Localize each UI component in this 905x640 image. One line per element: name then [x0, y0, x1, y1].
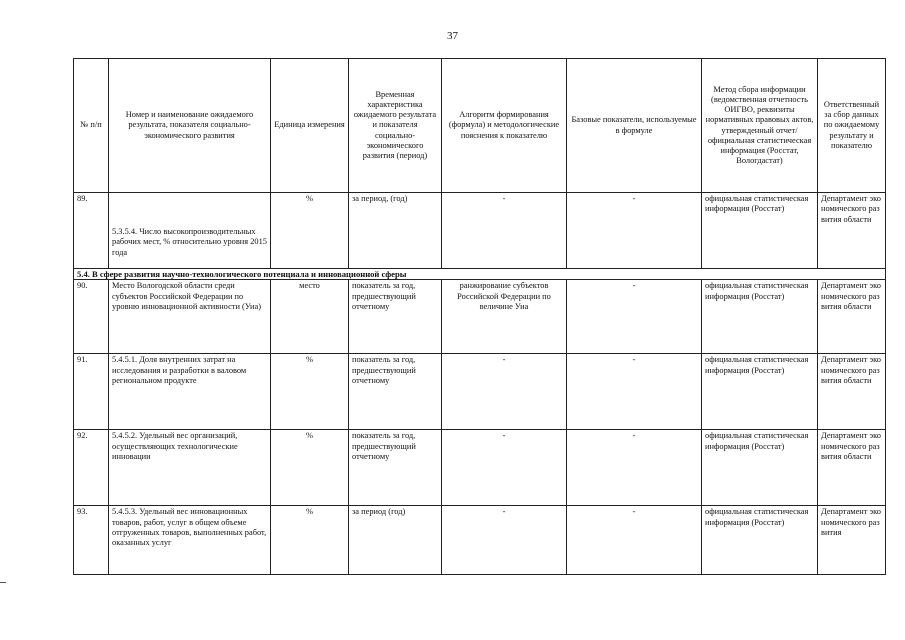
period: показатель за год, предшествующий отчетному: [349, 280, 442, 354]
responsible: Департамент экономического развития области: [818, 430, 886, 506]
period: показатель за год, предшествующий отчетному: [349, 430, 442, 506]
page-number: 37: [447, 30, 458, 42]
row-number: 90.: [74, 280, 109, 354]
algorithm: -: [442, 430, 567, 506]
responsible: Департамент экономического развития области: [818, 280, 886, 354]
table-row: [74, 506, 886, 575]
responsible: Департамент экономического развития области: [818, 354, 886, 430]
table-row: [74, 430, 886, 506]
header-responsible: Ответственный за сбор данных по ожидаемому результату и показателю: [818, 59, 886, 193]
header-base: Базовые показатели, используемые в формуле: [567, 59, 702, 193]
collection-method: официальная статистическая информация (Росстат): [702, 430, 818, 506]
unit: %: [271, 193, 349, 269]
responsible: Департамент экономического развития области: [818, 193, 886, 269]
header-name: Номер и наименование ожидаемого результата, показателя социально-экономического развития: [109, 59, 271, 193]
period: за период (год): [349, 506, 442, 575]
unit: место: [271, 280, 349, 354]
section-title: 5.4. В сфере развития научно-технологического потенциала и инновационной сферы: [74, 269, 886, 280]
row-number: 89.: [74, 193, 109, 269]
base-indicators: -: [567, 193, 702, 269]
header-period: Временная характеристика ожидаемого результата и показателя социально-экономического развития (период): [349, 59, 442, 193]
margin-mark: [0, 582, 6, 583]
period: показатель за год, предшествующий отчетному: [349, 354, 442, 430]
table-row: [74, 193, 886, 269]
indicator-name: 5.4.5.2. Удельный вес организаций, осуществляющих технологические инновации: [109, 430, 271, 506]
algorithm: -: [442, 193, 567, 269]
header-algorithm: Алгоритм формирования (формула) и методологические пояснения к показателю: [442, 59, 567, 193]
header-row: [74, 59, 886, 193]
unit: %: [271, 354, 349, 430]
collection-method: официальная статистическая информация (Росстат): [702, 193, 818, 269]
section-row: [74, 269, 886, 280]
indicators-table: [73, 58, 886, 575]
indicator-name: Место Вологодской области среди субъектов Российской Федерации по уровню инновационной активности (Уиа): [109, 280, 271, 354]
algorithm: -: [442, 354, 567, 430]
collection-method: официальная статистическая информация (Росстат): [702, 506, 818, 575]
indicator-name: 5.4.5.1. Доля внутренних затрат на исследования и разработки в валовом региональном продукте: [109, 354, 271, 430]
base-indicators: -: [567, 280, 702, 354]
base-indicators: -: [567, 506, 702, 575]
algorithm: -: [442, 506, 567, 575]
header-method: Метод сбора информации (ведомственная отчетность ОИГВО, реквизиты нормативных правовых актов, утвержденный отчет/официальная статистическая информация (Росстат, Вологдастат): [702, 59, 818, 193]
unit: %: [271, 506, 349, 575]
unit: %: [271, 430, 349, 506]
table-row: [74, 354, 886, 430]
indicator-name: 5.3.5.4. Число высокопроизводительных рабочих мест, % относительно уровня 2015 года: [109, 193, 271, 269]
base-indicators: -: [567, 354, 702, 430]
header-unit: Единица измерения: [271, 59, 349, 193]
period: за период, (год): [349, 193, 442, 269]
indicator-name: 5.4.5.3. Удельный вес инновационных товаров, работ, услуг в общем объеме отгруженных товаров, выполненных работ, оказанных услуг: [109, 506, 271, 575]
collection-method: официальная статистическая информация (Росстат): [702, 354, 818, 430]
base-indicators: -: [567, 430, 702, 506]
responsible: Департамент экономического развития: [818, 506, 886, 575]
row-number: 92.: [74, 430, 109, 506]
collection-method: официальная статистическая информация (Росстат): [702, 280, 818, 354]
table-row: [74, 280, 886, 354]
row-number: 93.: [74, 506, 109, 575]
header-num: № п/п: [74, 59, 109, 193]
row-number: 91.: [74, 354, 109, 430]
algorithm: ранжирование субъектов Российской Федерации по величине Уиа: [442, 280, 567, 354]
